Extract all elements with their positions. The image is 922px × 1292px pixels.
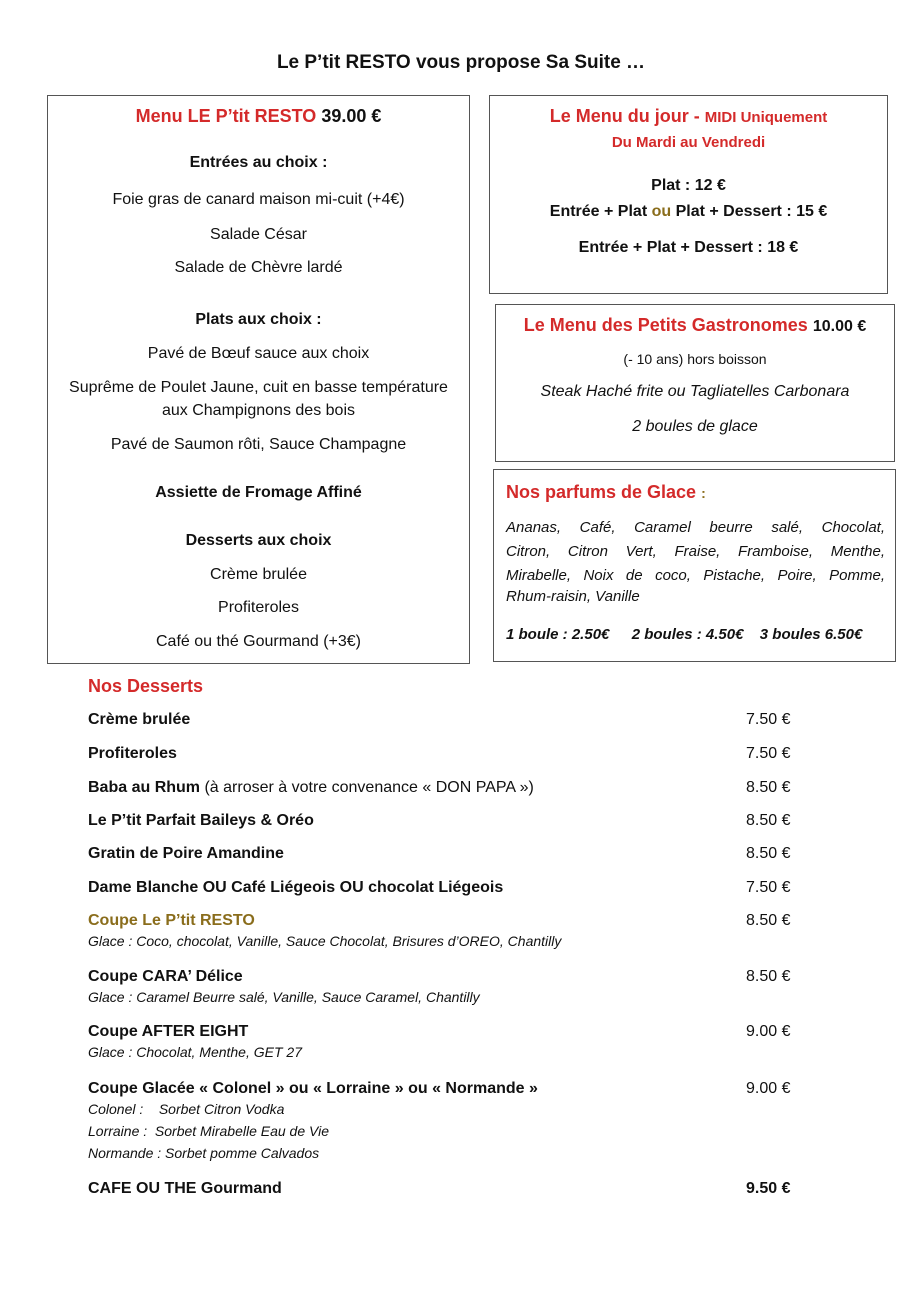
dessert-row [88,1080,793,1164]
entree-item: Salade César [210,226,307,243]
menu-jour-complete: Entrée + Plat + Dessert : 18 € [578,239,799,256]
dessert-price: 8.50 € [746,968,791,985]
glace-price-1: 1 boule : 2.50€ [506,626,610,643]
entrees-heading: Entrées au choix : [189,154,328,171]
dessert-price: 8.50 € [746,779,791,796]
glace-prices [506,626,862,643]
glace-flavors-line: Ananas, Café, Caramel beurre salé, Chocolat, [506,519,885,536]
dessert-note: (à arroser à votre convenance « DON PAPA ») [204,779,534,796]
dessert-choice: Profiteroles [218,599,299,616]
menu-petits-plat: Steak Haché frite ou Tagliatelles Carbonara [540,383,850,400]
menu-jour-box [489,95,888,294]
menu-petits-box [495,304,895,462]
glace-flavors [506,516,885,588]
menu-jour-title-small: MIDI Uniquement [704,109,828,126]
dessert-name: CAFE OU THE Gourmand [88,1180,282,1197]
dessert-price: 7.50 € [746,879,791,896]
dessert-row [88,968,793,1008]
dessert-description: Normande : Sorbet pomme Calvados [88,1145,320,1161]
menu-resto-price: 39.00 € [321,106,382,126]
dessert-name: Coupe CARA’ Délice [88,968,243,985]
dessert-name: Baba au Rhum [88,779,201,796]
dessert-row [88,745,793,763]
desserts-section-title: Nos Desserts [88,676,204,696]
dessert-row [88,779,793,797]
formule-b: Plat + Dessert : 15 € [675,203,828,220]
page-title: Le P’tit RESTO vous propose Sa Suite … [276,52,646,73]
dessert-name: Le P’tit Parfait Baileys & Oréo [88,812,314,829]
dessert-description: Glace : Coco, chocolat, Vanille, Sauce Chocolat, Brisures d’OREO, Chantilly [88,933,562,949]
glace-price-2: 2 boules : 4.50€ [631,626,744,643]
dessert-row [88,879,793,897]
dessert-name: Coupe Le P’tit RESTO [88,912,255,929]
dessert-row [88,812,793,830]
dessert-description: Glace : Caramel Beurre salé, Vanille, Sauce Caramel, Chantilly [88,989,480,1005]
dessert-price: 9.00 € [746,1023,791,1040]
glace-flavors-line: Citron, Citron Vert, Fraise, Framboise, Menthe, [506,543,885,560]
menu-petits-age: (- 10 ans) hors boisson [623,351,767,367]
menu-petits-name: Le Menu des Petits Gastronomes [523,315,808,335]
dessert-name: Coupe AFTER EIGHT [88,1023,249,1040]
dessert-description: Lorraine : Sorbet Mirabelle Eau de Vie [88,1123,329,1139]
dessert-price: 7.50 € [746,711,791,728]
menu-petits-title [496,315,894,336]
plats-heading: Plats aux choix : [195,311,322,328]
menu-petits-price: 10.00 € [812,318,867,335]
plat-item: Suprême de Poulet Jaune, cuit en basse température [69,379,448,396]
desserts-heading: Desserts aux choix [185,532,332,549]
menu-jour-plat: Plat : 12 € [651,177,726,194]
dessert-description: Glace : Chocolat, Menthe, GET 27 [88,1044,302,1060]
dessert-name: Profiteroles [88,745,177,762]
menu-jour-title-main: Le Menu du jour - [549,106,700,126]
dessert-name: Dame Blanche OU Café Liégeois OU chocolat Liégeois [88,879,504,896]
menu-jour-subtitle: Du Mardi au Vendredi [611,134,766,151]
menu-jour-formule [490,203,887,221]
plat-item: Pavé de Saumon rôti, Sauce Champagne [110,436,407,453]
dessert-price: 8.50 € [746,845,791,862]
glace-title-text: Nos parfums de Glace [506,482,697,502]
entree-item: Foie gras de canard maison mi-cuit (+4€) [112,191,405,208]
entree-item: Salade de Chèvre lardé [174,259,343,276]
dessert-row [88,912,793,952]
plat-item-continued: aux Champignons des bois [161,402,355,419]
dessert-price: 8.50 € [746,912,791,929]
dessert-row [88,711,793,729]
glace-box [493,469,896,662]
dessert-choice: Crème brulée [210,566,307,583]
menu-resto-name: Menu LE P’tit RESTO [135,106,317,126]
glace-title-colon: : [701,485,706,501]
formule-ou: ou [651,203,672,220]
menu-jour-title [490,106,887,127]
glace-price-3: 3 boules 6.50€ [759,626,863,643]
dessert-choice: Café ou thé Gourmand (+3€) [155,633,361,650]
glace-flavors-last: Rhum-raisin, Vanille [506,588,640,605]
formule-a: Entrée + Plat [549,203,648,220]
fromage-item: Assiette de Fromage Affiné [155,484,362,501]
dessert-name: Gratin de Poire Amandine [88,845,284,862]
dessert-price: 9.50 € [746,1180,791,1197]
dessert-row [88,1023,793,1063]
menu-petits-dessert: 2 boules de glace [632,418,758,435]
dessert-price: 7.50 € [746,745,791,762]
dessert-name: Crème brulée [88,711,191,728]
dessert-name-with-note [88,779,793,797]
menu-resto-title [48,106,469,127]
glace-title [506,482,706,503]
dessert-description: Colonel : Sorbet Citron Vodka [88,1101,285,1117]
glace-flavors-line: Mirabelle, Noix de coco, Pistache, Poire, Pomme, [506,567,885,584]
dessert-row [88,1180,793,1198]
dessert-price: 9.00 € [746,1080,791,1097]
dessert-name: Coupe Glacée « Colonel » ou « Lorraine » ou « Normande » [88,1080,538,1097]
dessert-row [88,845,793,863]
plat-item: Pavé de Bœuf sauce aux choix [147,345,370,362]
menu-resto-box [47,95,470,664]
dessert-price: 8.50 € [746,812,791,829]
